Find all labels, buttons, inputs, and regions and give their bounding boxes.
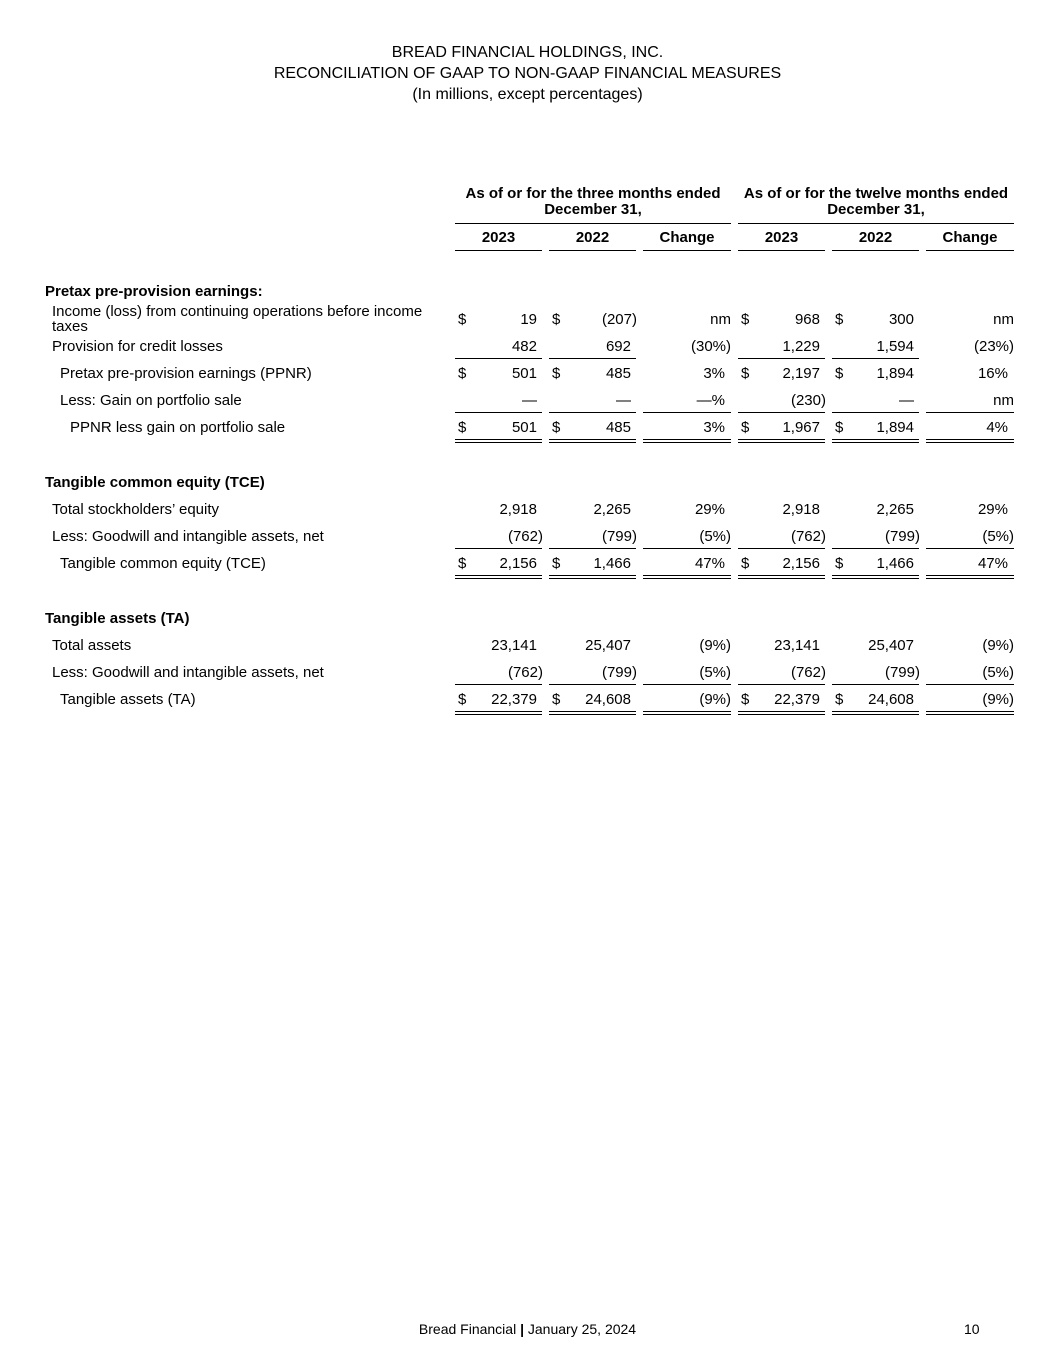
report-title-block: [0, 42, 1055, 105]
col-header-2023-q: 2023: [481, 229, 516, 246]
cell-ta-y22: 24,608: [868, 691, 914, 708]
cell-goodwill1-q23: (762): [507, 528, 543, 545]
total-double-rule: [926, 711, 1014, 715]
total-double-rule: [643, 439, 731, 443]
currency-symbol: $: [458, 691, 467, 708]
subtotal-rule: [832, 684, 919, 685]
row-label-tce: Tangible common equity (TCE): [60, 555, 266, 572]
col-header-change-q: Change: [659, 229, 715, 246]
subtotal-rule: [643, 548, 731, 549]
cell-goodwill1-qchg: (5%): [699, 528, 731, 545]
cell-income-ychg: nm: [993, 311, 1014, 328]
currency-symbol: $: [552, 419, 561, 436]
total-double-rule: [643, 711, 731, 715]
cell-ppnr-qchg: 3%: [703, 365, 725, 382]
currency-symbol: $: [835, 419, 844, 436]
report-subtitle: RECONCILIATION OF GAAP TO NON-GAAP FINANCIAL MEASURES: [273, 65, 782, 82]
cell-ppnr-less-y23: 1,967: [782, 419, 820, 436]
cell-provision-qchg: (30%): [690, 338, 731, 355]
cell-gain-y22: —: [899, 392, 914, 409]
cell-income-qchg: nm: [710, 311, 731, 328]
row-label-income-line2: taxes: [52, 318, 88, 335]
subtotal-rule: [926, 412, 1014, 413]
row-label-ta: Tangible assets (TA): [60, 691, 196, 708]
cell-gain-q23: —: [522, 392, 537, 409]
total-double-rule: [549, 575, 636, 579]
cell-ppnr-less-qchg: 3%: [703, 419, 725, 436]
currency-symbol: $: [741, 691, 750, 708]
cell-ppnr-y22: 1,894: [876, 365, 914, 382]
total-double-rule: [643, 575, 731, 579]
section-ta-heading: Tangible assets (TA): [45, 610, 190, 627]
cell-goodwill2-qchg: (5%): [699, 664, 731, 681]
cell-goodwill2-y23: (762): [790, 664, 826, 681]
cell-ta-qchg: (9%): [699, 691, 731, 708]
subtotal-rule: [455, 548, 542, 549]
row-label-gain: Less: Gain on portfolio sale: [60, 392, 242, 409]
subheader-rule: [643, 250, 731, 251]
row-label-ppnr: Pretax pre-provision earnings (PPNR): [60, 365, 312, 382]
subtotal-rule: [549, 358, 636, 359]
page-footer: [0, 1321, 1055, 1337]
currency-symbol: $: [741, 555, 750, 572]
cell-income-y23: 968: [794, 311, 820, 328]
subheader-rule: [926, 250, 1014, 251]
subtotal-rule: [549, 548, 636, 549]
subtotal-rule: [738, 412, 825, 413]
three-months-header: As of or for the three months ended December 31,: [465, 185, 721, 218]
total-double-rule: [455, 439, 542, 443]
subtotal-rule: [926, 684, 1014, 685]
currency-symbol: $: [458, 555, 467, 572]
col-header-2022-y: 2022: [858, 229, 893, 246]
cell-gain-q22: —: [616, 392, 631, 409]
subtotal-rule: [549, 412, 636, 413]
cell-ppnr-less-ychg: 4%: [986, 419, 1008, 436]
cell-equity-qchg: 29%: [694, 501, 725, 518]
cell-income-q22: (207): [601, 311, 637, 328]
cell-provision-y23: 1,229: [782, 338, 820, 355]
total-double-rule: [738, 711, 825, 715]
total-double-rule: [832, 439, 919, 443]
cell-tce-y22: 1,466: [876, 555, 914, 572]
subtotal-rule: [738, 684, 825, 685]
total-double-rule: [549, 711, 636, 715]
cell-assets-q23: 23,141: [491, 637, 537, 654]
cell-tce-ychg: 47%: [977, 555, 1008, 572]
cell-ppnr-q22: 485: [605, 365, 631, 382]
row-label-provision: Provision for credit losses: [52, 338, 223, 355]
row-label-goodwill-1: Less: Goodwill and intangible assets, net: [52, 528, 324, 545]
subtotal-rule: [455, 412, 542, 413]
cell-ppnr-q23: 501: [511, 365, 537, 382]
cell-ppnr-less-y22: 1,894: [876, 419, 914, 436]
currency-symbol: $: [741, 419, 750, 436]
cell-tce-y23: 2,156: [782, 555, 820, 572]
currency-symbol: $: [835, 365, 844, 382]
total-double-rule: [832, 711, 919, 715]
report-units: (In millions, except percentages): [412, 86, 643, 103]
cell-goodwill1-y23: (762): [790, 528, 826, 545]
cell-assets-ychg: (9%): [982, 637, 1014, 654]
cell-ppnr-y23: 2,197: [782, 365, 820, 382]
cell-equity-y23: 2,918: [782, 501, 820, 518]
cell-equity-y22: 2,265: [876, 501, 914, 518]
total-double-rule: [926, 575, 1014, 579]
currency-symbol: $: [741, 365, 750, 382]
cell-income-q23: 19: [520, 311, 537, 328]
row-label-ppnr-less: PPNR less gain on portfolio sale: [70, 419, 286, 436]
subheader-rule: [549, 250, 636, 251]
col-header-2023-y: 2023: [764, 229, 799, 246]
page-number: 10: [964, 1321, 980, 1337]
cell-ta-y23: 22,379: [774, 691, 820, 708]
cell-ppnr-less-q22: 485: [605, 419, 631, 436]
currency-symbol: $: [552, 691, 561, 708]
cell-provision-y22: 1,594: [876, 338, 914, 355]
row-label-income-line1: Income (loss) from continuing operations before income: [52, 303, 423, 320]
row-label-equity: Total stockholders’ equity: [52, 501, 220, 518]
cell-goodwill2-q22: (799): [601, 664, 637, 681]
subtotal-rule: [738, 358, 825, 359]
currency-symbol: $: [552, 555, 561, 572]
cell-goodwill2-q23: (762): [507, 664, 543, 681]
cell-equity-ychg: 29%: [977, 501, 1008, 518]
total-double-rule: [832, 575, 919, 579]
currency-symbol: $: [458, 365, 467, 382]
cell-provision-q22: 692: [605, 338, 631, 355]
currency-symbol: $: [835, 691, 844, 708]
subheader-rule: [455, 250, 542, 251]
subtotal-rule: [738, 548, 825, 549]
cell-tce-qchg: 47%: [694, 555, 725, 572]
total-double-rule: [549, 439, 636, 443]
cell-assets-y23: 23,141: [774, 637, 820, 654]
subtotal-rule: [455, 684, 542, 685]
twelve-months-header-rule: [738, 223, 1014, 224]
subtotal-rule: [832, 412, 919, 413]
subtotal-rule: [643, 684, 731, 685]
total-double-rule: [455, 575, 542, 579]
cell-equity-q23: 2,918: [499, 501, 537, 518]
cell-ppnr-ychg: 16%: [977, 365, 1008, 382]
total-double-rule: [738, 575, 825, 579]
cell-provision-q23: 482: [511, 338, 537, 355]
row-label-goodwill-2: Less: Goodwill and intangible assets, net: [52, 664, 324, 681]
currency-symbol: $: [458, 419, 467, 436]
subtotal-rule: [643, 412, 731, 413]
subheader-rule: [738, 250, 825, 251]
subtotal-rule: [832, 548, 919, 549]
subtotal-rule: [832, 358, 919, 359]
col-header-change-y: Change: [942, 229, 998, 246]
cell-goodwill2-y22: (799): [884, 664, 920, 681]
subtotal-rule: [455, 358, 542, 359]
section-ppnr-heading: Pretax pre-provision earnings:: [45, 283, 263, 300]
subtotal-rule: [926, 548, 1014, 549]
currency-symbol: $: [552, 365, 561, 382]
cell-goodwill1-y22: (799): [884, 528, 920, 545]
currency-symbol: $: [458, 311, 467, 328]
company-name: BREAD FINANCIAL HOLDINGS, INC.: [391, 44, 664, 61]
cell-equity-q22: 2,265: [593, 501, 631, 518]
subheader-rule: [832, 250, 919, 251]
section-tce-heading: Tangible common equity (TCE): [45, 474, 265, 491]
cell-goodwill2-ychg: (5%): [982, 664, 1014, 681]
row-label-assets: Total assets: [52, 637, 132, 654]
footer-date: January 25, 2024: [527, 1321, 637, 1337]
cell-goodwill1-q22: (799): [601, 528, 637, 545]
twelve-months-header: As of or for the twelve months ended December 31,: [743, 185, 1009, 218]
currency-symbol: $: [741, 311, 750, 328]
cell-goodwill1-ychg: (5%): [982, 528, 1014, 545]
total-double-rule: [455, 711, 542, 715]
three-months-header-rule: [455, 223, 731, 224]
cell-gain-y23: (230): [790, 392, 826, 409]
footer-company: Bread Financial: [418, 1321, 517, 1337]
cell-ta-ychg: (9%): [982, 691, 1014, 708]
cell-ta-q23: 22,379: [491, 691, 537, 708]
cell-tce-q22: 1,466: [593, 555, 631, 572]
cell-ppnr-less-q23: 501: [511, 419, 537, 436]
cell-assets-q22: 25,407: [585, 637, 631, 654]
cell-assets-y22: 25,407: [868, 637, 914, 654]
subtotal-rule: [549, 684, 636, 685]
total-double-rule: [926, 439, 1014, 443]
cell-assets-qchg: (9%): [699, 637, 731, 654]
currency-symbol: $: [835, 311, 844, 328]
currency-symbol: $: [552, 311, 561, 328]
cell-gain-ychg: nm: [993, 392, 1014, 409]
cell-tce-q23: 2,156: [499, 555, 537, 572]
footer-separator: |: [520, 1321, 524, 1337]
currency-symbol: $: [835, 555, 844, 572]
cell-provision-ychg: (23%): [973, 338, 1014, 355]
total-double-rule: [738, 439, 825, 443]
col-header-2022-q: 2022: [575, 229, 610, 246]
cell-gain-qchg: —%: [696, 392, 725, 409]
cell-ta-q22: 24,608: [585, 691, 631, 708]
cell-income-y22: 300: [888, 311, 914, 328]
